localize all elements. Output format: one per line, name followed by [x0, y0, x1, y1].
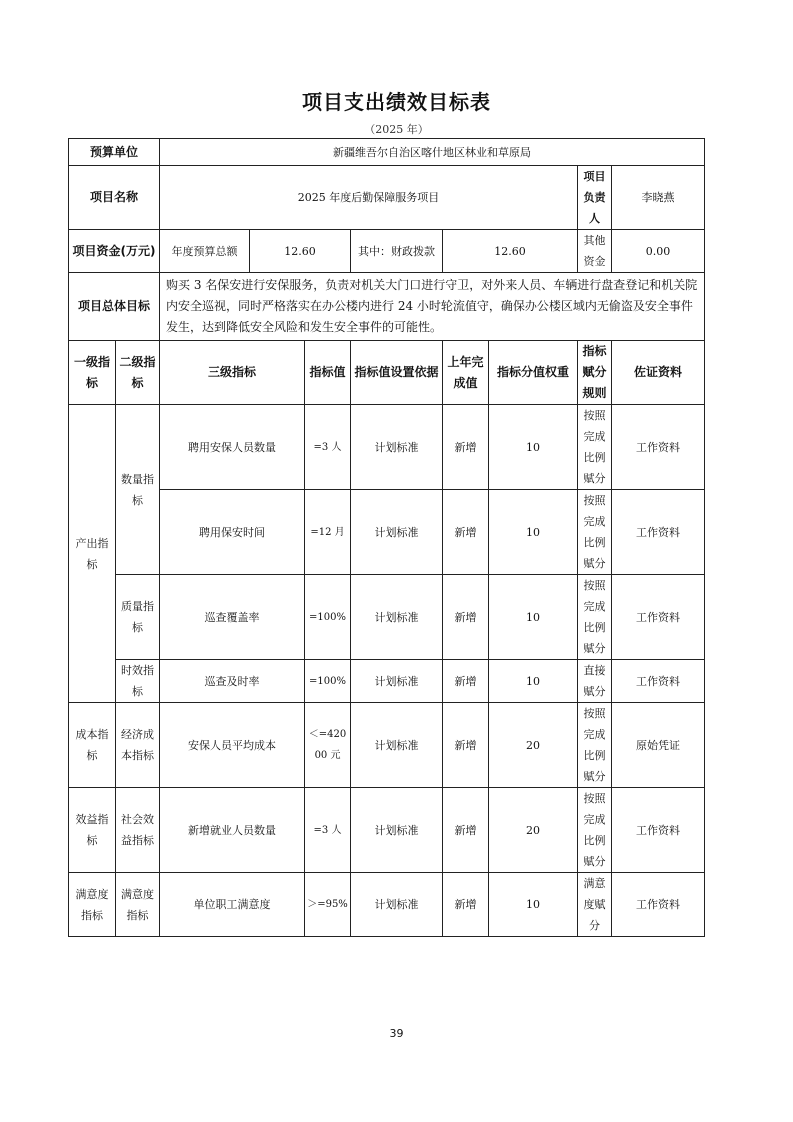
- row-evidence: 工作资料: [612, 405, 705, 490]
- header-evidence: 佐证资料: [612, 341, 705, 405]
- group-satisfaction-sub: 满意度指标: [116, 873, 160, 937]
- row-value: ＞=95%: [305, 873, 351, 937]
- header-basis: 指标值设置依据: [351, 341, 443, 405]
- row-weight: 10: [489, 490, 578, 575]
- goal-row: [69, 273, 705, 341]
- row-evidence: 原始凭证: [612, 703, 705, 788]
- annual-budget-label: 年度预算总额: [160, 230, 250, 273]
- other-funding-label: 其他资金: [578, 230, 612, 273]
- project-name-label: 项目名称: [69, 166, 160, 230]
- project-owner-label: 项目负责人: [578, 166, 612, 230]
- budget-unit-label: 预算单位: [69, 139, 160, 166]
- group-quantity: 数量指标: [116, 405, 160, 575]
- group-timeliness: 时效指标: [116, 660, 160, 703]
- goal-text: 购买 3 名保安进行安保服务，负责对机关大门口进行守卫，对外来人员、车辆进行盘查登记和机关院内安全巡视，同时严格落实在办公楼内进行 24 小时轮流值守，确保办公楼区域内无偷盗及安全事件发生，达到降低安全风险和发生安全事件的可能性。: [160, 273, 705, 341]
- group-satisfaction: 满意度指标: [69, 873, 116, 937]
- row-weight: 10: [489, 575, 578, 660]
- funding-row: [69, 230, 705, 273]
- group-output: 产出指标: [69, 405, 116, 703]
- row-evidence: 工作资料: [612, 660, 705, 703]
- row-evidence: 工作资料: [612, 575, 705, 660]
- row-last-year: 新增: [443, 575, 489, 660]
- group-econ-cost: 经济成本指标: [116, 703, 160, 788]
- performance-table: [68, 138, 705, 937]
- header-level2: 二级指标: [116, 341, 160, 405]
- row-basis: 计划标准: [351, 405, 443, 490]
- row-basis: 计划标准: [351, 490, 443, 575]
- row-rule: 按照完成比例赋分: [578, 703, 612, 788]
- table-row: [69, 405, 705, 490]
- row-value: ＜=42000 元: [305, 703, 351, 788]
- row-rule: 按照完成比例赋分: [578, 575, 612, 660]
- fiscal-funding-label: 其中：财政拨款: [351, 230, 443, 273]
- header-level3: 三级指标: [160, 341, 305, 405]
- row-value: =3 人: [305, 788, 351, 873]
- row-evidence: 工作资料: [612, 788, 705, 873]
- row-l3: 新增就业人员数量: [160, 788, 305, 873]
- funding-label: 项目资金(万元): [69, 230, 160, 273]
- row-value: =100%: [305, 660, 351, 703]
- table-row: [69, 575, 705, 660]
- row-basis: 计划标准: [351, 703, 443, 788]
- annual-budget-value: 12.60: [250, 230, 351, 273]
- table-row: [69, 788, 705, 873]
- row-l3: 巡查覆盖率: [160, 575, 305, 660]
- row-last-year: 新增: [443, 788, 489, 873]
- row-weight: 10: [489, 660, 578, 703]
- row-last-year: 新增: [443, 873, 489, 937]
- row-rule: 按照完成比例赋分: [578, 788, 612, 873]
- row-basis: 计划标准: [351, 575, 443, 660]
- row-basis: 计划标准: [351, 873, 443, 937]
- table-row: [69, 490, 705, 575]
- other-funding-value: 0.00: [612, 230, 705, 273]
- row-rule: 直接赋分: [578, 660, 612, 703]
- table-row: [69, 873, 705, 937]
- table-row: [69, 703, 705, 788]
- project-name-row: [69, 166, 705, 230]
- row-l3: 聘用安保人员数量: [160, 405, 305, 490]
- row-l3: 巡查及时率: [160, 660, 305, 703]
- header-value: 指标值: [305, 341, 351, 405]
- row-value: =100%: [305, 575, 351, 660]
- project-name-value: 2025 年度后勤保障服务项目: [160, 166, 578, 230]
- row-basis: 计划标准: [351, 660, 443, 703]
- page-title: 项目支出绩效目标表: [302, 90, 491, 114]
- row-weight: 20: [489, 788, 578, 873]
- header-last-year: 上年完成值: [443, 341, 489, 405]
- fiscal-funding-value: 12.60: [443, 230, 578, 273]
- group-social-benefit: 社会效益指标: [116, 788, 160, 873]
- row-last-year: 新增: [443, 660, 489, 703]
- year-subtitle: （2025 年）: [364, 123, 429, 136]
- page-number: 39: [389, 1027, 404, 1040]
- header-level1: 一级指标: [69, 341, 116, 405]
- row-last-year: 新增: [443, 405, 489, 490]
- row-evidence: 工作资料: [612, 873, 705, 937]
- row-value: =3 人: [305, 405, 351, 490]
- table-row: [69, 660, 705, 703]
- group-benefit: 效益指标: [69, 788, 116, 873]
- row-l3: 单位职工满意度: [160, 873, 305, 937]
- row-rule: 按照完成比例赋分: [578, 490, 612, 575]
- budget-unit-value: 新疆维吾尔自治区喀什地区林业和草原局: [160, 139, 705, 166]
- goal-label: 项目总体目标: [69, 273, 160, 341]
- row-evidence: 工作资料: [612, 490, 705, 575]
- row-last-year: 新增: [443, 490, 489, 575]
- row-l3: 安保人员平均成本: [160, 703, 305, 788]
- group-cost: 成本指标: [69, 703, 116, 788]
- header-rule: 指标赋分规则: [578, 341, 612, 405]
- project-owner-value: 李晓燕: [612, 166, 705, 230]
- row-weight: 10: [489, 405, 578, 490]
- row-l3: 聘用保安时间: [160, 490, 305, 575]
- header-row: [69, 341, 705, 405]
- row-value: =12 月: [305, 490, 351, 575]
- row-last-year: 新增: [443, 703, 489, 788]
- budget-unit-row: [69, 139, 705, 166]
- row-rule: 按照完成比例赋分: [578, 405, 612, 490]
- row-weight: 20: [489, 703, 578, 788]
- row-weight: 10: [489, 873, 578, 937]
- row-basis: 计划标准: [351, 788, 443, 873]
- group-quality: 质量指标: [116, 575, 160, 660]
- row-rule: 满意度赋分: [578, 873, 612, 937]
- header-weight: 指标分值权重: [489, 341, 578, 405]
